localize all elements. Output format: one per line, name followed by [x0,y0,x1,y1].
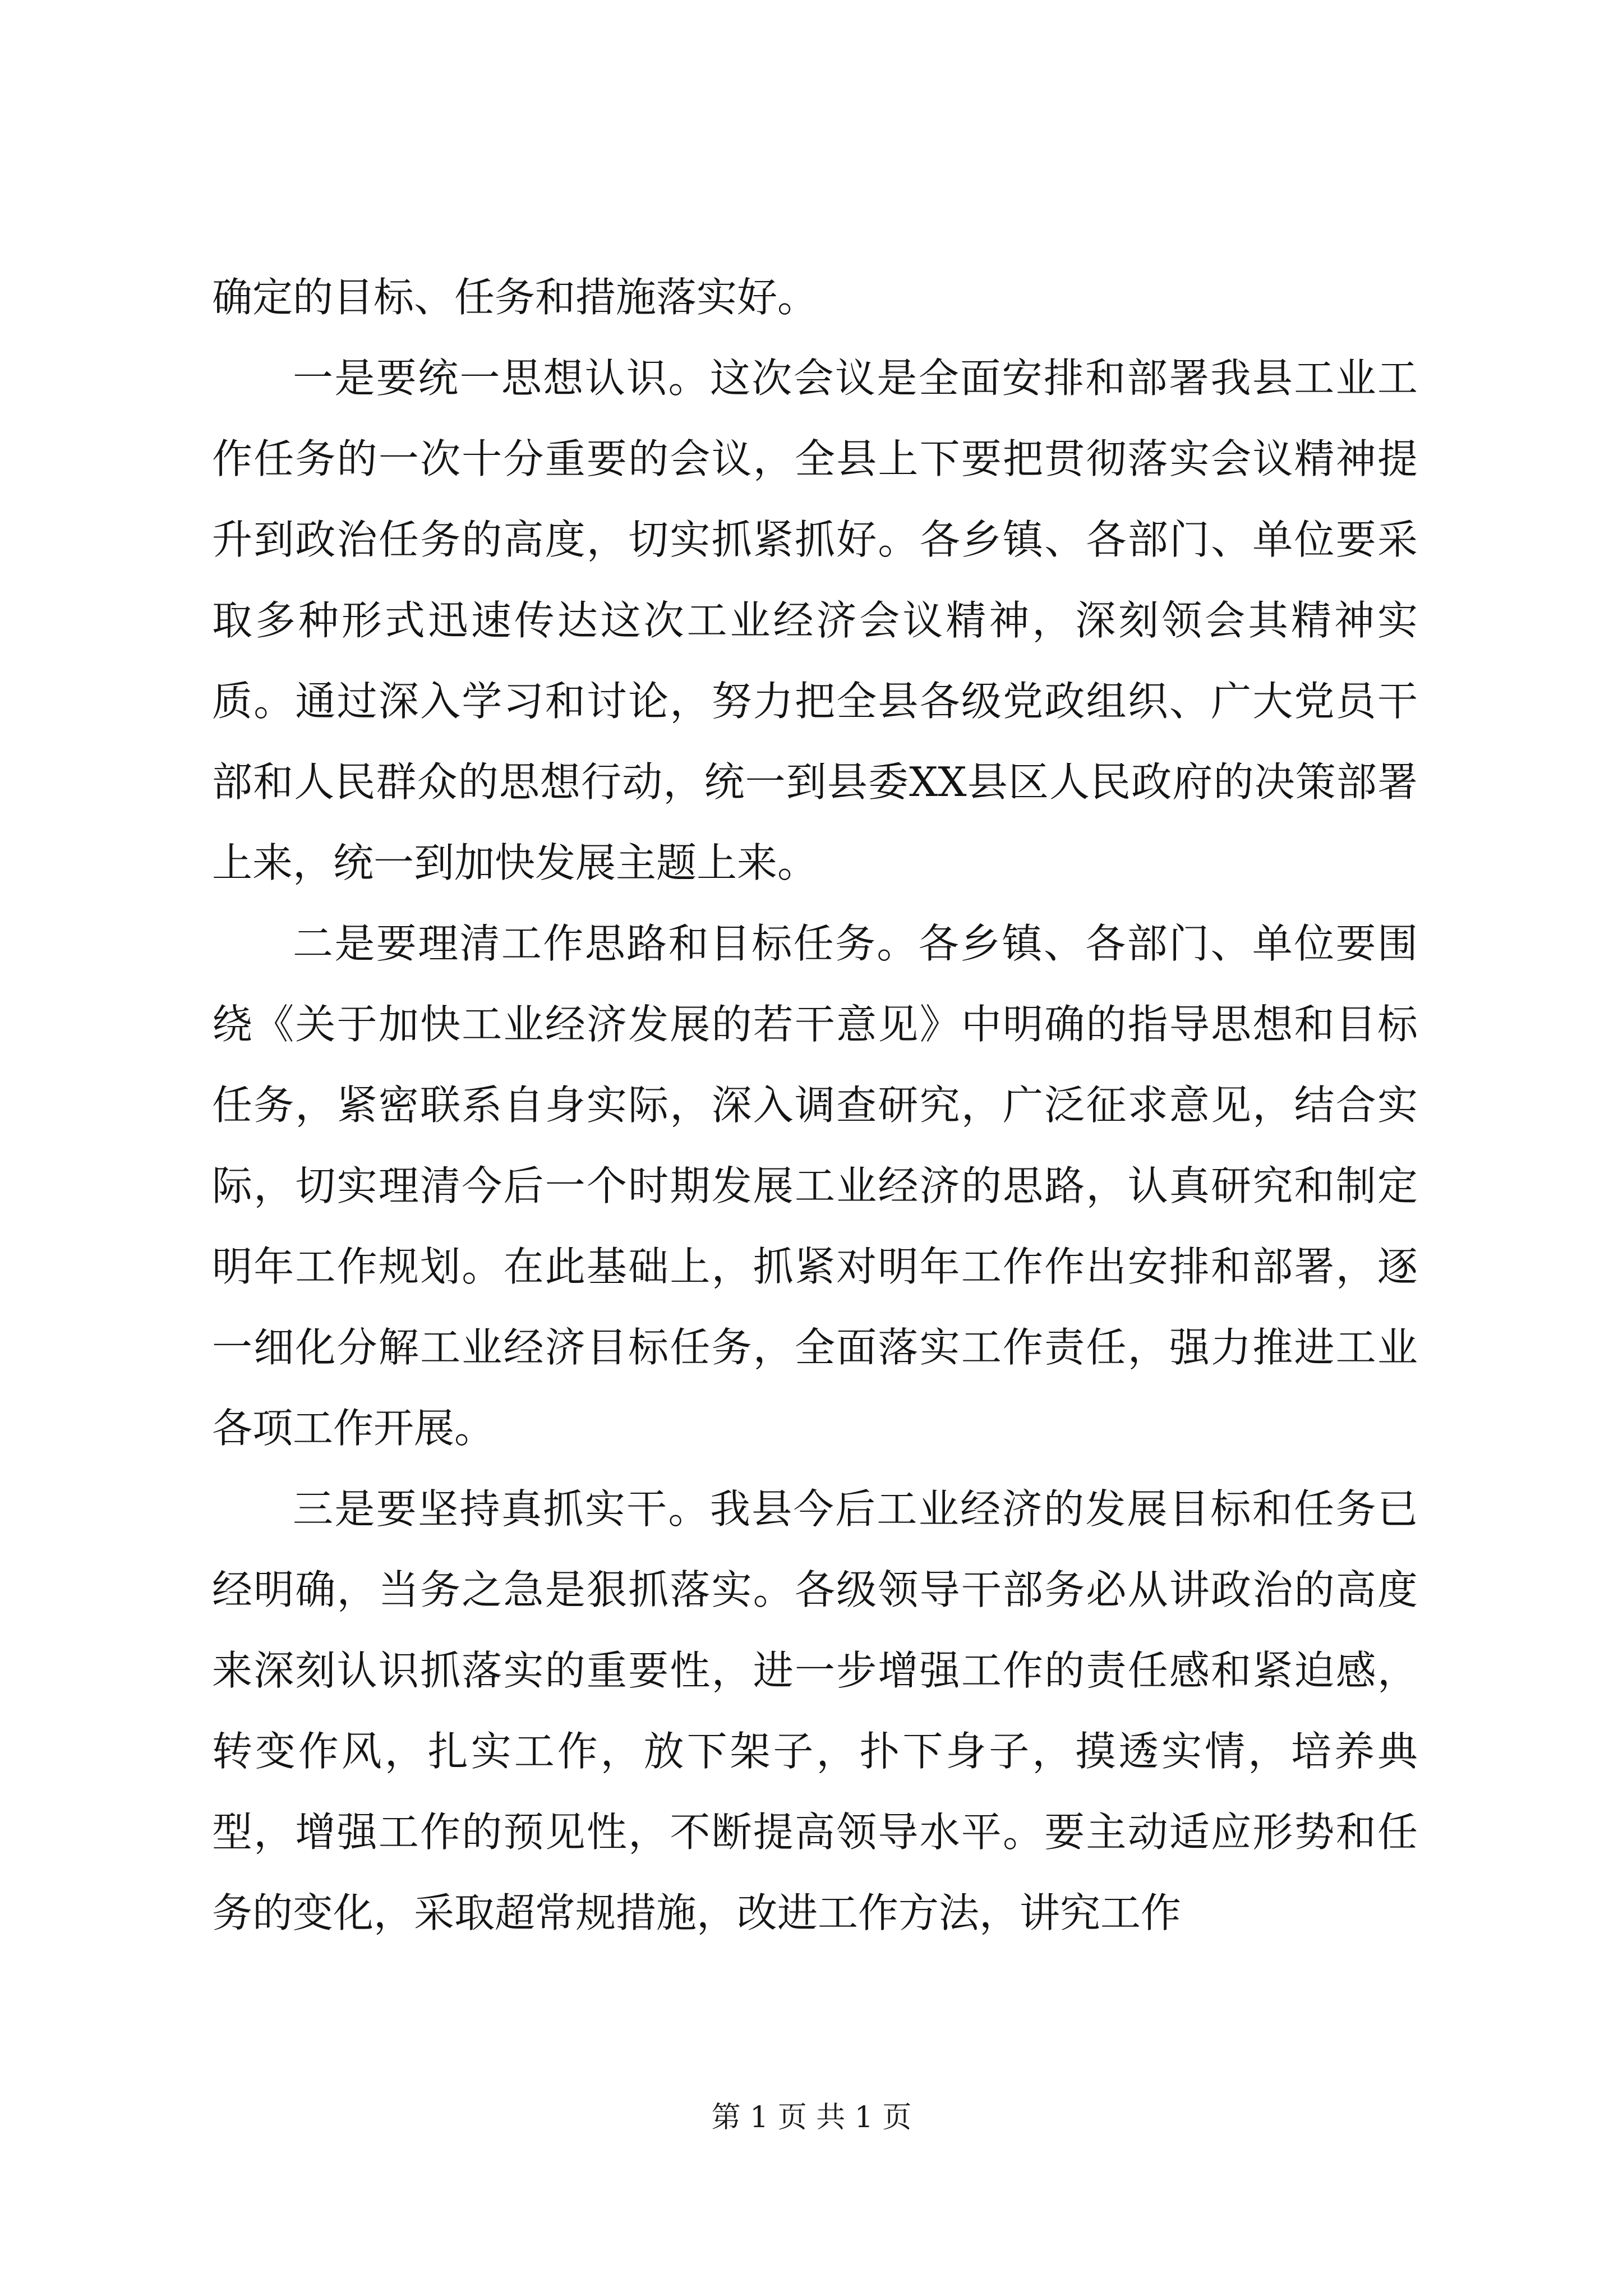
paragraph-clarify-goals: 二是要理清工作思路和目标任务。各乡镇、各部门、单位要围绕《关于加快工业经济发展的若干意见》中明确的指导思想和目标任务，紧密联系自身实际，深入调查研究，广泛征求意见，结合实际，切实理清今后一个时期发展工业经济的思路，认真研究和制定明年工作规划。在此基础上，抓紧对明年工作作出安排和部署，逐一细化分解工业经济目标任务，全面落实工作责任，强力推进工业各项工作开展。 [212,920,1418,1452]
paragraph-unify-thinking: 一是要统一思想认识。这次会议是全面安排和部署我县工业工作任务的一次十分重要的会议，全县上下要把贯彻落实会议精神提升到政治任务的高度，切实抓紧抓好。各乡镇、各部门、单位要采取多种形式迅速传达这次工业经济会议精神，深刻领会其精神实质。通过深入学习和讨论，努力把全县各级党政组织、广大党员干部和人民群众的思想行动，统一到县委XX县区人民政府的决策部署上来，统一到加快发展主题上来。 [212,355,1418,886]
paragraph-practical-work: 三是要坚持真抓实干。我县今后工业经济的发展目标和任务已经明确，当务之急是狠抓落实。各级领导干部务必从讲政治的高度来深刻认识抓落实的重要性，进一步增强工作的责任感和紧迫感，转变作风，扎实工作，放下架子，扑下身子，摸透实情，培养典型，增强工作的预见性，不断提高领导水平。要主动适应形势和任务的变化，采取超常规措施，改进工作方法，讲究工作 [212,1485,1418,1936]
paragraph-continuation: 确定的目标、任务和措施落实好。 [212,274,818,321]
document-body [212,257,1418,1953]
page-number-footer: 第 1 页 共 1 页 [711,2101,912,2134]
